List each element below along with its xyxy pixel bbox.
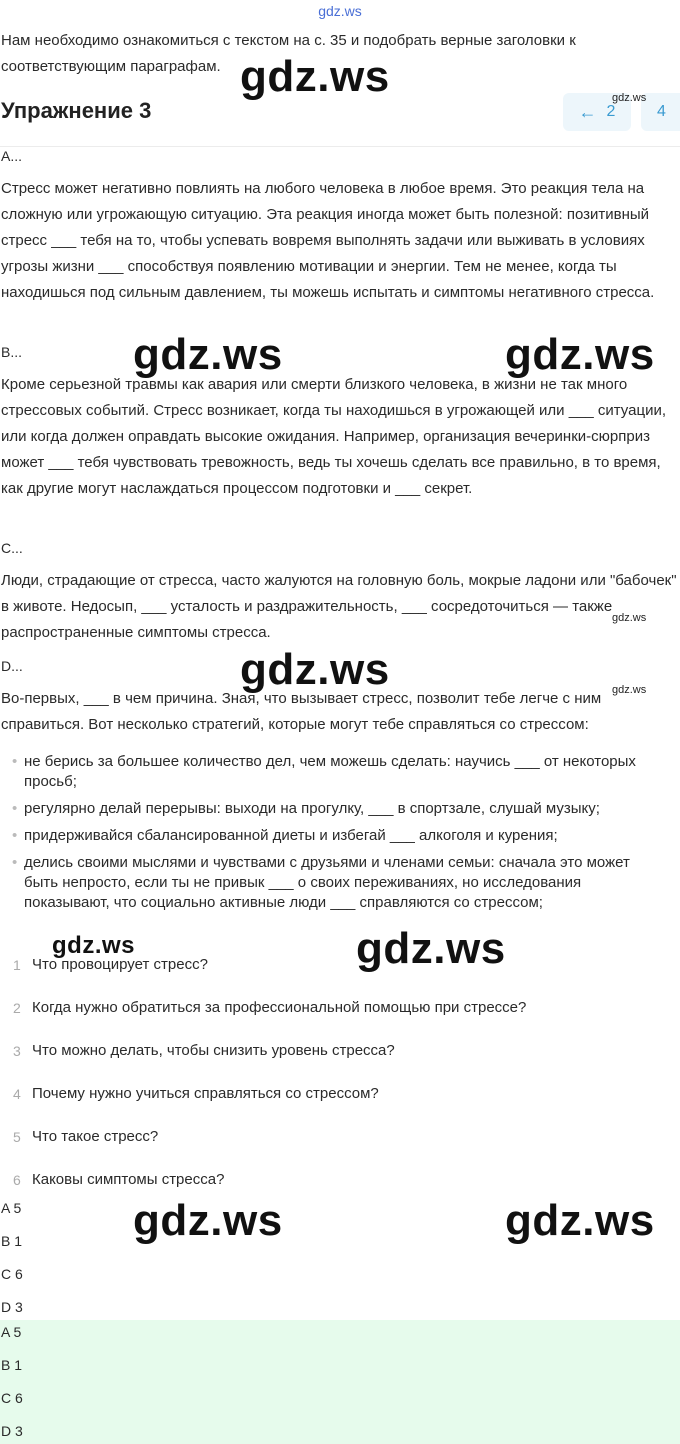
question-item [13, 998, 673, 1018]
question-text: Каковы симптомы стресса? [32, 1171, 225, 1188]
header-divider [0, 146, 680, 147]
highlighted-answer-block [0, 1320, 680, 1444]
question-text: Когда нужно обратиться за профессиональной помощью при стрессе? [32, 999, 527, 1016]
section-text: Во-первых, ___ в чем причина. Зная, что вызывает стресс, позволит тебе легче с ним справиться. Вот несколько стратегий, которые могут тебе справляться со стрессом: [1, 690, 602, 733]
question-item [13, 1041, 673, 1061]
next-exercise-button[interactable] [641, 93, 680, 131]
section-text: Кроме серьезной травмы как авария или смерти близкого человека, в жизни не так много стрессовых событий. Стресс возникает, когда ты находишься в угрожающей или ___ ситуации, или когда должен оправдать высокие ожидания. Например, организация вечеринки-сюрприз может ___ тебя чувствовать тревожность, ведь ты хочешь сделать все правильно, в то время, как другие могут наслаждаться процессом подготовки и ___ секрет. [1, 376, 667, 497]
watermark: gdz.ws [52, 932, 136, 959]
section-label: B... [1, 344, 23, 360]
watermark: gdz.ws [133, 330, 283, 379]
watermark: gdz.ws [133, 1196, 283, 1245]
answer-item: D 3 [1, 1299, 23, 1315]
answer-item: C 6 [1, 1266, 23, 1282]
question-number: 4 [13, 1086, 21, 1102]
question-item [13, 1084, 673, 1104]
prev-exercise-label: 2 [606, 103, 616, 120]
question-number: 5 [13, 1129, 21, 1145]
question-text: Что можно делать, чтобы снизить уровень стресса? [32, 1042, 395, 1059]
question-text: Что провоцирует стресс? [32, 956, 208, 973]
question-number: 1 [13, 957, 21, 973]
answer-item: A 5 [1, 1200, 22, 1216]
question-number: 2 [13, 1000, 21, 1016]
question-item [13, 1127, 673, 1147]
watermark: gdz.ws [356, 924, 506, 973]
question-number: 6 [13, 1172, 21, 1188]
answer-item: B 1 [1, 1233, 23, 1249]
section-label: C... [1, 540, 23, 556]
watermark: gdz.ws [505, 330, 655, 379]
next-exercise-label: 4 [657, 103, 666, 120]
highlighted-answer-item: D 3 [1, 1423, 23, 1439]
page-title: Упражнение 3 [1, 98, 152, 123]
list-item: • регулярно делай перерывы: выходи на прогулку, ___ в спортзале, слушай музыку; [14, 799, 654, 819]
question-text: Что такое стресс? [32, 1128, 159, 1145]
section-text: Люди, страдающие от стресса, часто жалуются на головную боль, мокрые ладони или "бабочек" в животе. Недосып, ___ усталость и раздражительность, ___ сосредоточиться — также распространенные симптомы стресса. [1, 572, 677, 641]
list-item: • не берись за большее количество дел, чем можешь сделать: научись ___ от некоторых просьб; [14, 752, 654, 792]
section-label: D... [1, 658, 23, 674]
watermark: gdz.ws [505, 1196, 655, 1245]
watermark-small: gdz.ws [612, 684, 647, 696]
watermark: gdz.ws [240, 52, 390, 101]
watermark: gdz.ws [240, 645, 390, 694]
list-item: • делись своими мыслями и чувствами с друзьями и членами семьи: сначала это может быть непросто, если ты не привык ___ о своих переживаниях, но исследования показывают, что социально активные люди ___ справляются со стрессом; [14, 853, 654, 913]
watermark-top: gdz.ws [318, 3, 362, 19]
highlighted-answer-item: A 5 [1, 1324, 22, 1340]
watermark-small: gdz.ws [612, 612, 647, 624]
task-intro: Нам необходимо ознакомиться с текстом на с. 35 и подобрать верные заголовки к соответствующим параграфам. [1, 32, 576, 75]
strategy-list [14, 752, 654, 920]
arrow-left-icon: ← [578, 101, 597, 122]
highlighted-answer-item: B 1 [1, 1357, 23, 1373]
section-text: Стресс может негативно повлиять на любого человека в любое время. Это реакция тела на сложную или угрожающую ситуацию. Эта реакция иногда может быть полезной: позитивный стресс ___ тебя на то, чтобы успевать вовремя выполнять задачи или выживать в условиях угрозы жизни ___ способствуя появлению мотивации и энергии. Тем не менее, когда ты находишься под сильным давлением, ты можешь испытать и симптомы негативного стресса. [1, 180, 655, 301]
section-label: A... [1, 148, 23, 164]
question-item [13, 1170, 673, 1190]
question-text: Почему нужно учиться справляться со стрессом? [32, 1085, 379, 1102]
list-item: • придерживайся сбалансированной диеты и избегай ___ алкоголя и курения; [14, 826, 654, 846]
question-number: 3 [13, 1043, 21, 1059]
watermark-small: gdz.ws [612, 92, 647, 104]
highlighted-answer-item: C 6 [1, 1390, 23, 1406]
